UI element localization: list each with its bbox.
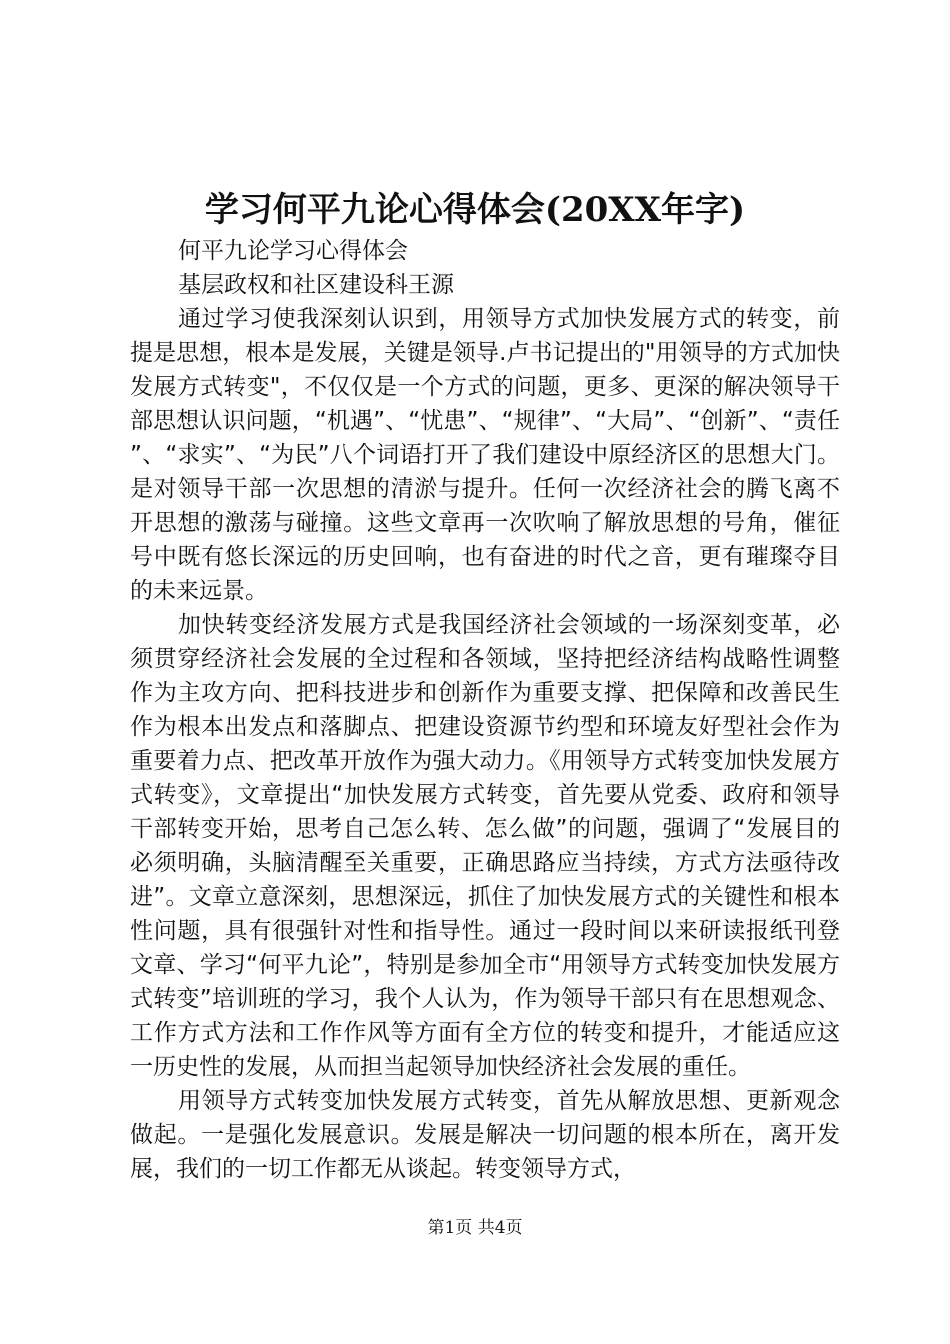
- paragraph-body: 加快转变经济发展方式是我国经济社会领域的一场深刻变革，必须贯穿经济社会发展的全过程和各领域，坚持把经济结构战略性调整作为主攻方向、把科技进步和创新作为重要支撑、把保障和改善民生作为根本出发点和落脚点、把建设资源节约型和环境友好型社会作为重要着力点、把改革开放作为强大动力。《用领导方式转变加快发展方式转变》，文章提出“加快发展方式转变，首先要从党委、政府和领导干部转变开始，思考自己怎么转、怎么做”的问题，强调了“发展目的必须明确，头脑清醒至关重要，正确思路应当持续，方式方法亟待改进”。文章立意深刻，思想深远，抓住了加快发展方式的关键性和根本性问题，具有很强针对性和指导性。通过一段时间以来研读报纸刊登文章、学习“何平九论”，特别是参加全市“用领导方式转变加快发展方式转变”培训班的学习，我个人认为，作为领导干部只有在思想观念、工作方式方法和工作作风等方面有全方位的转变和提升，才能适应这一历史性的发展，从而担当起领导加快经济社会发展的重任。: [130, 612, 840, 1080]
- paragraph-subtitle: 何平九论学习心得体会: [178, 238, 408, 264]
- page-number-footer: 第1页 共4页: [427, 1218, 523, 1238]
- document-title: 学习何平九论心得体会(20XX年字): [204, 190, 746, 230]
- paragraph-author: 基层政权和社区建设科王源: [178, 272, 454, 298]
- document-body: [130, 234, 840, 1186]
- paragraph-body: 用领导方式转变加快发展方式转变，首先从解放思想、更新观念做起。一是强化发展意识。发展是解决一切问题的根本所在，离开发展，我们的一切工作都无从谈起。转变领导方式，: [130, 1088, 840, 1182]
- paragraph-body: 通过学习使我深刻认识到，用领导方式加快发展方式的转变，前提是思想，根本是发展，关键是领导.卢书记提出的"用领导的方式加快发展方式转变"，不仅仅是一个方式的问题，更多、更深的解决领导干部思想认识问题，“机遇”、“忧患”、“规律”、“大局”、“创新”、“责任”、“求实”、“为民”八个词语打开了我们建设中原经济区的思想大门。是对领导干部一次思想的清淤与提升。任何一次经济社会的腾飞离不开思想的激荡与碰撞。这些文章再一次吹响了解放思想的号角，催征号中既有悠长深远的历史回响，也有奋进的时代之音，更有璀璨夺目的未来远景。: [130, 306, 840, 604]
